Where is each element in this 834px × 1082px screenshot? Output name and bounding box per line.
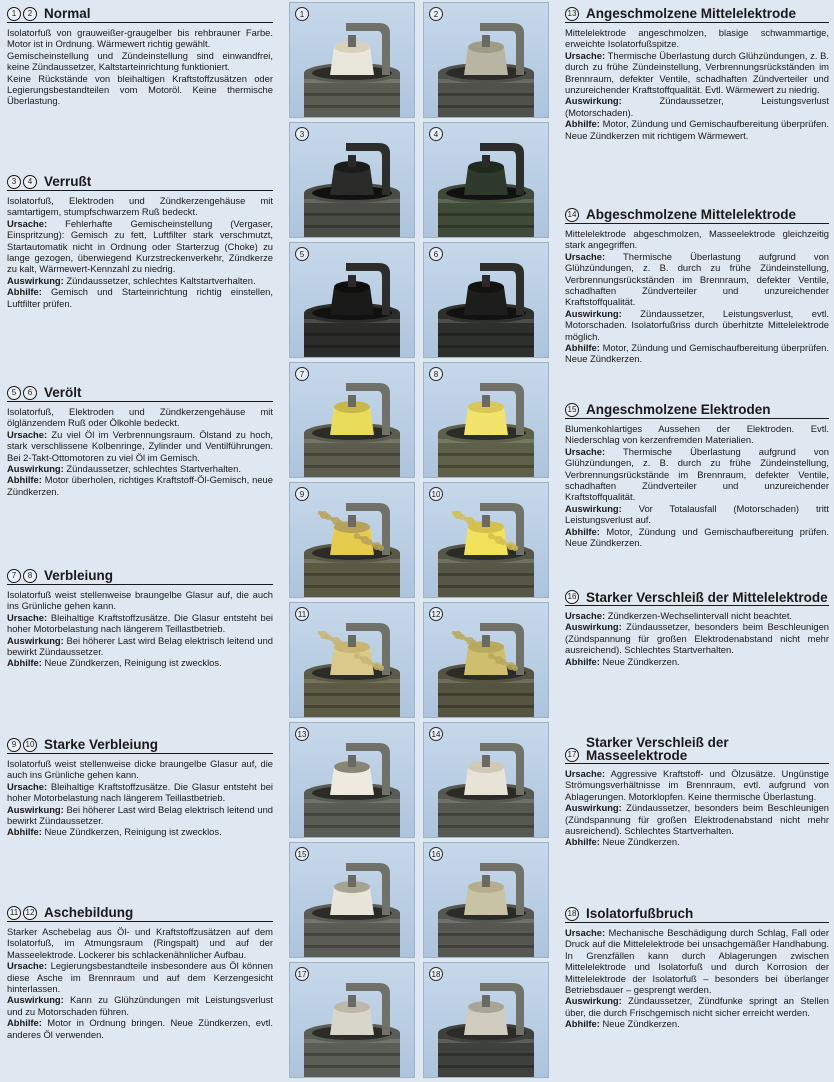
photo-number: 7 xyxy=(295,367,309,381)
paragraph-text: Isolatorfuß weist stellenweise braungelbe Glasur auf, die auch ins Grünliche gehen kann. xyxy=(7,589,273,612)
spark-plug-illustration xyxy=(424,723,548,837)
paragraph-label: Ursache: xyxy=(565,49,606,61)
paragraph xyxy=(565,308,829,342)
section-heading xyxy=(7,905,273,922)
section-title: Abgeschmolzene Mittelelektrode xyxy=(586,207,797,222)
photo-number: 6 xyxy=(429,247,443,261)
circled-number: 4 xyxy=(23,175,37,189)
photo-number: 14 xyxy=(429,727,443,741)
paragraph xyxy=(7,926,273,960)
circled-number: 10 xyxy=(23,738,37,752)
paragraph xyxy=(7,218,273,275)
spark-plug-photo xyxy=(289,962,415,1078)
paragraph-text: Neue Zündkerzen. xyxy=(599,1018,680,1030)
paragraph-label: Abhilfe: xyxy=(565,1018,600,1030)
paragraph-text: Mechanische Beschädigung durch Schlag, Fall oder Druck auf die Mittelelektrode bei unsachgemäßer Handhabung. In Grenzfällen kann durch Ablagerungen zwischen Mittelelektrode und Isolatorfuß und durch Korrosion der Mittelelektrode der Isolatorfuß – besonders bei überlanger Betriebsdauer – gesprengt werden. xyxy=(565,927,829,996)
paragraph-text: Zündaussetzer, Leistungsverlust (Motorschaden). xyxy=(565,95,829,118)
spark-plug-photo xyxy=(423,962,549,1078)
paragraph xyxy=(7,960,273,994)
photo-number: 17 xyxy=(295,967,309,981)
paragraph-text: Bei höherer Last wird Belag elektrisch leitend und bewirkt Zündaussetzer. xyxy=(7,634,273,658)
paragraph-text: Bleihaltige Kraftstoffzusätze. Die Glasur entsteht bei hoher Motorbelastung nach längerem Teillastbetrieb. xyxy=(7,611,273,635)
spark-plug-illustration xyxy=(290,603,414,717)
paragraph-label: Abhilfe: xyxy=(565,118,600,130)
left-section xyxy=(7,737,273,838)
spark-plug-photo xyxy=(423,242,549,358)
section-heading xyxy=(565,207,829,224)
paragraph xyxy=(7,994,273,1017)
paragraph-label: Abhilfe: xyxy=(7,286,42,298)
right-section xyxy=(565,207,829,365)
paragraph-label: Auswirkung: xyxy=(565,995,622,1007)
paragraph-label: Ursache: xyxy=(7,780,48,792)
paragraph-label: Abhilfe: xyxy=(7,1017,42,1029)
paragraph xyxy=(565,50,829,96)
spark-plug-illustration xyxy=(290,483,414,597)
spark-plug-photo xyxy=(423,482,549,598)
section-title: Normal xyxy=(44,6,91,21)
section-heading xyxy=(565,402,829,419)
right-section xyxy=(565,402,829,548)
spark-plug-photo xyxy=(289,482,415,598)
paragraph xyxy=(565,1018,829,1029)
spark-plug-photo xyxy=(423,2,549,118)
spark-plug-illustration xyxy=(424,483,548,597)
section-body xyxy=(565,423,829,548)
photo-number: 15 xyxy=(295,847,309,861)
paragraph xyxy=(565,768,829,802)
paragraph-label: Ursache: xyxy=(7,217,48,229)
paragraph-text: Zündaussetzer, Leistungsverlust, evtl. Motorschaden. Isolatorfußriss durch überhitzte Mittelelektrode möglich. xyxy=(565,307,829,342)
section-title: Angeschmolzene Mittelelektrode xyxy=(586,6,797,21)
circled-number: 7 xyxy=(7,569,21,583)
paragraph-label: Auswirkung: xyxy=(7,463,64,475)
section-title: Starke Verbleiung xyxy=(44,737,159,752)
spark-plug-illustration xyxy=(424,963,548,1077)
paragraph xyxy=(565,228,829,251)
paragraph-text: Blumenkohlartiges Aussehen der Elektroden. Evtl. Niederschlag von kerzenfremden Materialien. xyxy=(565,423,829,446)
paragraph-text: Gemischeinstellung und Zündeinstellung sind einwandfrei, keine Zündaussetzer, Kaltstarteinrichtung funktioniert. xyxy=(7,49,273,73)
section-heading xyxy=(565,590,829,606)
section-body xyxy=(7,758,273,838)
spark-plug-photo xyxy=(289,722,415,838)
paragraph-text: Motor, Zündung und Gemischaufbereitung überprüfen. Neue Zündkerzen. xyxy=(565,342,829,365)
photo-number: 13 xyxy=(295,727,309,741)
paragraph-text: Bleihaltige Kraftstoffzusätze. Die Glasur entsteht bei hoher Motorbelastung nach längerem Teillastbetrieb. xyxy=(7,780,273,804)
spark-plug-illustration xyxy=(290,3,414,117)
paragraph-label: Auswirkung: xyxy=(565,502,622,514)
spark-plug-photo xyxy=(423,122,549,238)
section-title: Starker Verschleiß der Mittelelektrode xyxy=(586,590,828,605)
paragraph xyxy=(7,781,273,804)
circled-number: 14 xyxy=(565,208,579,222)
photo-number: 2 xyxy=(429,7,443,21)
spark-plug-photo xyxy=(289,602,415,718)
left-section xyxy=(7,174,273,309)
paragraph-label: Abhilfe: xyxy=(7,474,42,486)
circled-number: 16 xyxy=(565,590,579,604)
spark-plug-illustration xyxy=(424,123,548,237)
paragraph xyxy=(7,27,273,50)
spark-plug-illustration xyxy=(290,843,414,957)
spark-plug-photo xyxy=(423,722,549,838)
paragraph-label: Auswirkung: xyxy=(565,307,622,319)
paragraph-label: Ursache: xyxy=(565,927,606,938)
section-title: Starker Verschleiß der Masseelektrode xyxy=(586,735,729,763)
paragraph-label: Abhilfe: xyxy=(7,657,42,669)
paragraph xyxy=(7,657,273,668)
section-body xyxy=(565,27,829,141)
paragraph xyxy=(565,423,829,446)
photo-number: 8 xyxy=(429,367,443,381)
spark-plug-photo xyxy=(289,122,415,238)
paragraph-text: Thermische Überlastung aufgrund von Glühzündungen, z. B. durch zu frühe Zündeinstellung, Verbrennungsrückständen im Brennraum, defekter Ventile, schadhaften Zündverteiler und unzureichender Kraftstoffqualität. xyxy=(565,250,829,308)
paragraph xyxy=(7,589,273,612)
spark-plug-illustration xyxy=(290,243,414,357)
paragraph-label: Ursache: xyxy=(565,610,606,621)
spark-plug-illustration xyxy=(424,843,548,957)
paragraph-text: Neue Zündkerzen. xyxy=(599,655,680,667)
paragraph xyxy=(7,286,273,309)
spark-plug-illustration xyxy=(290,123,414,237)
paragraph-label: Abhilfe: xyxy=(565,525,600,537)
paragraph-text: Aggressive Kraftstoff- und Ölzusätze. Ungünstige Strömungsverhältnisse im Brennraum, evtl. aufgrund von Ablagerungen. Motorklopfen. Keine thermische Überlastung. xyxy=(565,768,829,802)
paragraph-text: Legierungsbestandteile insbesondere aus Öl können diese Asche im Brennraum und auf dem Kerzengesicht hinterlassen. xyxy=(7,960,273,995)
section-title: Angeschmolzene Elektroden xyxy=(586,402,771,417)
paragraph-text: Neue Zündkerzen, Reinigung ist zwecklos. xyxy=(41,657,222,669)
spark-plug-illustration xyxy=(424,603,548,717)
paragraph-text: Motor, Zündung und Gemischaufbereitung prüfen. Neue Zündkerzen. xyxy=(565,525,829,549)
paragraph xyxy=(565,118,829,141)
spark-plug-photo-grid xyxy=(289,0,551,1082)
circled-number: 18 xyxy=(565,907,579,921)
photo-number: 11 xyxy=(295,607,309,621)
paragraph xyxy=(565,610,829,621)
paragraph-label: Auswirkung: xyxy=(7,274,64,286)
paragraph xyxy=(565,621,829,655)
paragraph-text: Bei höherer Last wird Belag elektrisch leitend und bewirkt Zündaussetzer. xyxy=(7,803,273,827)
spark-plug-photo xyxy=(423,842,549,958)
spark-plug-photo xyxy=(289,242,415,358)
photo-number: 12 xyxy=(429,607,443,621)
section-body xyxy=(565,927,829,1030)
circled-number: 12 xyxy=(23,906,37,920)
paragraph xyxy=(7,826,273,837)
section-body xyxy=(7,926,273,1040)
paragraph-label: Auswirkung: xyxy=(7,994,64,1006)
paragraph xyxy=(565,995,829,1018)
paragraph-text: Thermische Überlastung aufgrund von Glühzündungen, z. B. durch zu frühe Zündeinstellung, Verbrennungsrückstände im Brennraum, defekter Ventile, schadhaften Zündverteiler und unzureichender Kraftstoffqualität. xyxy=(565,445,829,503)
paragraph-text: Mittelelektrode angeschmolzen, blasige schwammartige, erweichte Isolatorfußspitze. xyxy=(565,27,829,50)
spark-plug-photo xyxy=(289,362,415,478)
photo-number: 4 xyxy=(429,127,443,141)
spark-plug-illustration xyxy=(290,363,414,477)
paragraph xyxy=(7,50,273,73)
paragraph-label: Ursache: xyxy=(565,250,606,262)
paragraph-label: Ursache: xyxy=(7,428,48,440)
paragraph xyxy=(565,836,829,847)
spark-plug-illustration xyxy=(424,243,548,357)
right-section xyxy=(565,6,829,141)
section-heading xyxy=(7,385,273,402)
photo-number: 5 xyxy=(295,247,309,261)
paragraph-label: Abhilfe: xyxy=(565,836,600,848)
section-body xyxy=(7,589,273,669)
section-title: Verbleiung xyxy=(44,568,114,583)
section-title: Verölt xyxy=(44,385,82,400)
section-heading xyxy=(7,737,273,754)
paragraph-text: Kann zu Glühzündungen mit Leistungsverlust und zu Motorschaden führen. xyxy=(7,994,273,1017)
paragraph-label: Auswirkung: xyxy=(7,803,64,815)
photo-number: 18 xyxy=(429,967,443,981)
paragraph-label: Auswirkung: xyxy=(565,802,622,814)
paragraph-text: Gemisch und Starteinrichtung richtig einstellen, Luftfilter prüfen. xyxy=(7,286,273,309)
section-body xyxy=(7,195,273,309)
paragraph xyxy=(7,758,273,781)
paragraph xyxy=(565,446,829,503)
circled-number: 2 xyxy=(23,7,37,21)
paragraph xyxy=(7,635,273,658)
section-body xyxy=(7,406,273,497)
circled-number: 5 xyxy=(7,386,21,400)
paragraph-label: Ursache: xyxy=(7,960,48,972)
section-heading xyxy=(7,568,273,585)
paragraph-text: Zu viel Öl im Verbrennungsraum. Ölstand zu hoch, stark verschlissene Kolbenringe, Zylinder und Ventilführungen. Bei 2-Takt-Ottomotoren zu viel Öl im Gemisch. xyxy=(7,428,273,463)
circled-number: 17 xyxy=(565,748,579,762)
paragraph xyxy=(7,463,273,474)
paragraph-text: Isolatorfuß weist stellenweise dicke braungelbe Glasur auf, die auch ins Grünliche gehen kann. xyxy=(7,758,273,781)
circled-number: 11 xyxy=(7,906,21,920)
spark-plug-illustration xyxy=(290,963,414,1077)
section-heading xyxy=(7,6,273,23)
paragraph xyxy=(7,474,273,497)
circled-number: 13 xyxy=(565,7,579,21)
paragraph-label: Abhilfe: xyxy=(7,826,42,838)
spark-plug-photo xyxy=(423,602,549,718)
paragraph xyxy=(7,73,273,107)
section-heading xyxy=(565,736,829,764)
paragraph xyxy=(7,275,273,286)
paragraph-label: Auswirkung: xyxy=(7,634,64,646)
paragraph-label: Abhilfe: xyxy=(565,342,600,354)
section-body xyxy=(565,768,829,848)
paragraph-text: Neue Zündkerzen. xyxy=(599,836,680,848)
spark-plug-illustration xyxy=(424,363,548,477)
spark-plug-illustration xyxy=(424,3,548,117)
photo-number: 10 xyxy=(429,487,443,501)
paragraph xyxy=(565,503,829,526)
paragraph xyxy=(565,656,829,667)
photo-number: 3 xyxy=(295,127,309,141)
photo-number: 9 xyxy=(295,487,309,501)
paragraph-text: Zündaussetzer, besonders beim Beschleunigen (Zündspannung für großen Elektrodenabstand nicht mehr ausreichend). Schlechtes Startverhalten. xyxy=(565,621,829,656)
paragraph-text: Zündaussetzer, schlechtes Startverhalten. xyxy=(63,463,241,475)
spark-plug-illustration xyxy=(290,723,414,837)
paragraph-text: Vor Totalausfall (Motorschaden) tritt Leistungsverlust auf. xyxy=(565,502,829,526)
paragraph-label: Auswirkung: xyxy=(565,95,622,107)
right-section xyxy=(565,590,829,667)
paragraph xyxy=(565,802,829,836)
section-heading xyxy=(7,174,273,191)
paragraph-label: Ursache: xyxy=(565,768,606,779)
left-section xyxy=(7,385,273,497)
paragraph-text: Zündaussetzer, Zündfunke springt an Stellen über, die durch Frischgemisch nicht sicher erreicht werden. xyxy=(565,995,829,1018)
paragraph xyxy=(7,804,273,827)
paragraph-text: Mittelelektrode abgeschmolzen, Masseelektrode gleichzeitig stark angegriffen. xyxy=(565,228,829,251)
paragraph xyxy=(565,927,829,995)
paragraph-label: Ursache: xyxy=(565,445,606,457)
right-section xyxy=(565,736,829,848)
paragraph xyxy=(7,429,273,463)
paragraph xyxy=(565,526,829,549)
section-title: Isolatorfußbruch xyxy=(586,906,694,921)
paragraph-text: Keine Rückstände von bleihaltigen Kraftstoffzusätzen oder Legierungsbestandteilen vom Motoröl. Keine thermische Überlastung. xyxy=(7,72,273,107)
paragraph-text: Motor überholen, richtiges Kraftstoff-Öl-Gemisch, neue Zündkerzen. xyxy=(7,474,273,497)
paragraph-text: Neue Zündkerzen, Reinigung ist zwecklos. xyxy=(41,826,222,838)
left-section xyxy=(7,905,273,1040)
paragraph-text: Motor, Zündung und Gemischaufbereitung überprüfen. Neue Zündkerzen mit richtigem Wärmewert. xyxy=(565,118,829,141)
section-heading xyxy=(565,906,829,923)
section-heading xyxy=(565,6,829,23)
left-section xyxy=(7,6,273,107)
paragraph-text: Zündaussetzer, besonders beim Beschleunigen (Zündspannung für großen Elektrodenabstand nicht mehr ausreichend). Schlechtes Startverhalten. xyxy=(565,802,829,837)
left-section xyxy=(7,568,273,669)
paragraph-text: Fehlerhafte Gemischeinstellung (Vergaser, Einspritzung): Gemisch zu fett, Luftfilter stark verschmutzt, Startautomatik nicht in Ordnung oder Starterzug (Choke) zu lange gezogen, überwiegend Kurzstreckenverkehr, Zündkerze zu kalt, Wärmewert-Kennzahl zu niedrig. xyxy=(7,217,273,275)
paragraph-text: Starker Aschebelag aus Öl- und Kraftstoffzusätzen auf dem Isolatorfuß, im Atmungsraum (Ringspalt) und auf der Masseelektrode. Lockerer bis schlackenähnlicher Aufbau. xyxy=(7,926,273,960)
paragraph xyxy=(565,342,829,365)
paragraph xyxy=(7,406,273,429)
circled-number: 8 xyxy=(23,569,37,583)
circled-number: 1 xyxy=(7,7,21,21)
paragraph-text: Motor in Ordnung bringen. Neue Zündkerzen, evtl. anderes Öl verwenden. xyxy=(7,1017,273,1040)
section-body xyxy=(7,27,273,107)
paragraph-text: Isolatorfuß von grauweißer-graugelber bis rehbrauner Farbe. Motor ist in Ordnung. Wärmewert richtig gewählt. xyxy=(7,27,273,50)
paragraph xyxy=(565,251,829,308)
paragraph xyxy=(7,195,273,218)
paragraph xyxy=(7,612,273,635)
right-section xyxy=(565,906,829,1030)
paragraph xyxy=(565,27,829,50)
paragraph-text: Zündkerzen-Wechselintervall nicht beachtet. xyxy=(605,610,793,621)
spark-plug-photo xyxy=(289,2,415,118)
paragraph xyxy=(7,1017,273,1040)
section-body xyxy=(565,228,829,365)
paragraph-text: Thermische Überlastung durch Glühzündungen, z. B. durch zu frühe Zündeinstellung, Verbrennungsrückständen im Brennraum, defekter Ventile, schadhaften Zündverteiler und unzureichender Kraftstoffqualität. Evtl. Wärmewert zu niedrig. xyxy=(565,49,829,96)
section-body xyxy=(565,610,829,667)
photo-number: 1 xyxy=(295,7,309,21)
paragraph xyxy=(565,95,829,118)
paragraph-text: Isolatorfuß, Elektroden und Zündkerzengehäuse mit samtartigem, stumpfschwarzem Ruß bedeckt. xyxy=(7,195,273,218)
paragraph-label: Ursache: xyxy=(7,611,48,623)
paragraph-label: Auswirkung: xyxy=(565,621,622,633)
photo-number: 16 xyxy=(429,847,443,861)
paragraph-text: Isolatorfuß, Elektroden und Zündkerzengehäuse mit ölglänzendem Ruß oder Ölkohle bedeckt. xyxy=(7,406,273,429)
section-title: Verrußt xyxy=(44,174,92,189)
spark-plug-photo xyxy=(289,842,415,958)
paragraph-text: Zündaussetzer, schlechtes Kaltstartverhalten. xyxy=(63,274,256,286)
circled-number: 6 xyxy=(23,386,37,400)
circled-number: 15 xyxy=(565,403,579,417)
spark-plug-photo xyxy=(423,362,549,478)
circled-number: 9 xyxy=(7,738,21,752)
circled-number: 3 xyxy=(7,175,21,189)
paragraph-label: Abhilfe: xyxy=(565,655,600,667)
section-title: Aschebildung xyxy=(44,905,134,920)
